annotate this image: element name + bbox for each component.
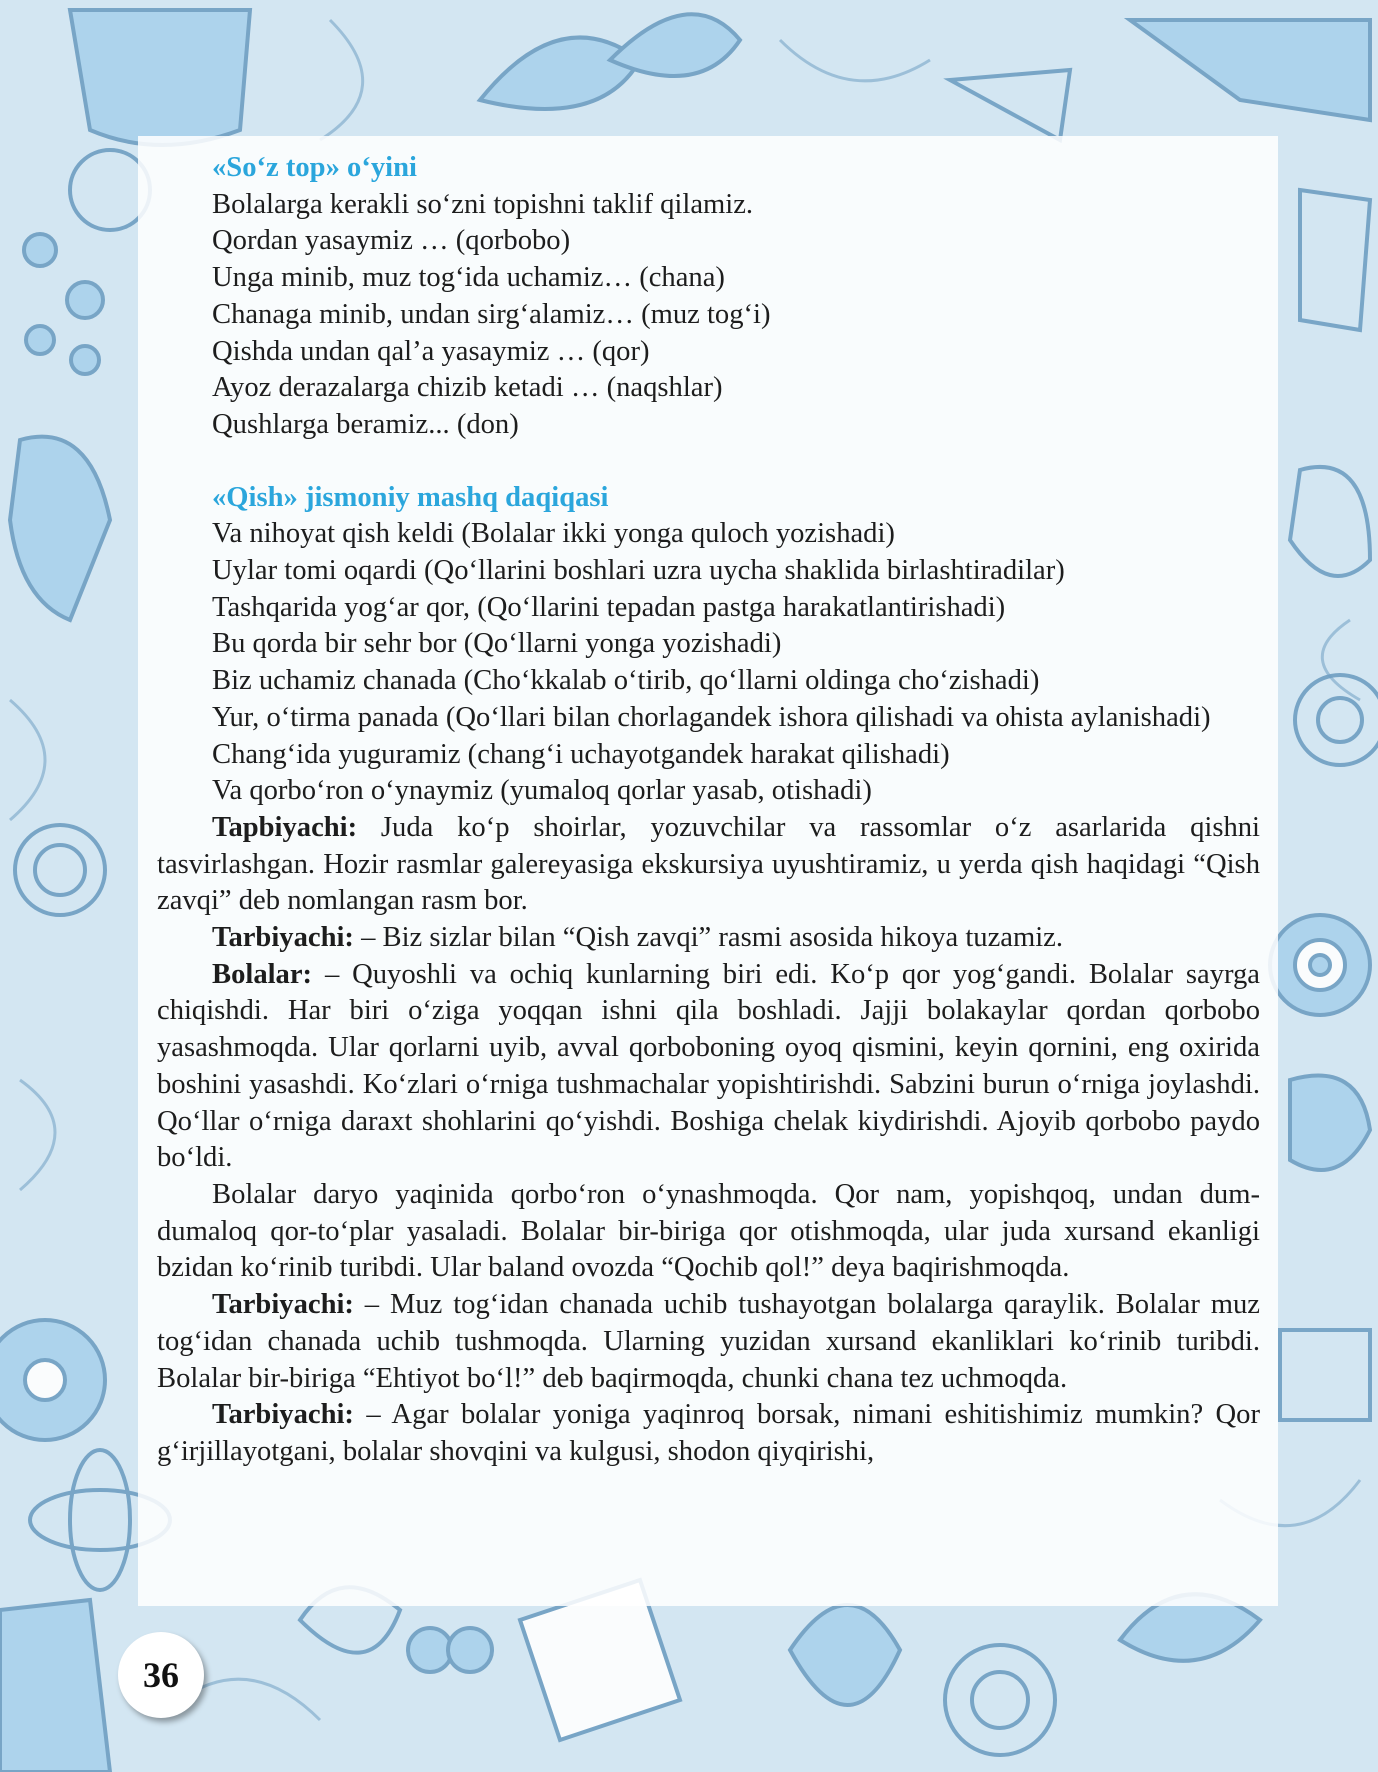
text-line: Qordan yasaymiz … (qorbobo)	[212, 225, 571, 257]
paragraph-text: Juda ko‘p shoirlar, yozuvchilar va rassomlar o‘z asarlarida qishni tasvirlashgan. Hozir rasmlar galereyasiga ekskursiya uyushtiramiz, u yerda qish haqidagi “Qish zavqi” deb nomlangan rasm bor.	[157, 811, 1260, 917]
text-line: Biz uchamiz chanada (Cho‘kkalab o‘tirib, qo‘llarni oldinga cho‘zishadi)	[212, 665, 1040, 697]
paragraph	[157, 1287, 1260, 1397]
flask-doodle	[1130, 20, 1370, 120]
text-line: Chanaga minib, undan sirg‘alamiz… (muz tog‘i)	[212, 298, 771, 330]
speaker-label: Tarbiyachi:	[212, 1399, 354, 1431]
text-line: Uylar tomi oqardi (Qo‘llarini boshlari uzra uycha shaklida birlashtiradilar)	[212, 555, 1065, 587]
text-line: Va qorbo‘ron o‘ynaymiz (yumaloq qorlar yasab, otishadi)	[212, 775, 872, 807]
notebook-doodle	[0, 1600, 110, 1772]
paragraph	[157, 1177, 1260, 1287]
text-line: Yur, o‘tirma panada (Qo‘llari bilan chorlagandek ishora qilishadi va ohista aylanishadi)	[212, 701, 1211, 733]
section-title-qish: «Qish» jismoniy mashq daqiqasi	[212, 481, 609, 513]
text-line: Bu qorda bir sehr bor (Qo‘llarni yonga yozishadi)	[212, 628, 782, 660]
leaf-doodle	[480, 38, 640, 110]
paragraph	[157, 920, 1260, 957]
paragraph-text: – Agar bolalar yoniga yaqinroq borsak, nimani eshitishimiz mumkin? Qor g‘irjillayotgani, bolalar shovqini va kulgusi, shodon qiyqirishi,	[157, 1399, 1260, 1467]
text-line: Qushlarga beramiz... (don)	[212, 408, 519, 440]
molecule-doodle	[24, 234, 56, 266]
page-content	[157, 150, 1260, 1471]
text-line: Tashqarida yog‘ar qor, (Qo‘llarini tepadan pastga harakatlantirishadi)	[212, 591, 1006, 623]
paragraph	[157, 1397, 1260, 1470]
triangle-ruler-doodle	[950, 70, 1070, 140]
text-line: Unga minib, muz tog‘ida uchamiz… (chana)	[212, 262, 725, 294]
text-line: Qishda undan qal’a yasaymiz … (qor)	[212, 335, 650, 367]
paragraph-text: Bolalar daryo yaqinida qorbo‘ron o‘ynashmoqda. Qor nam, yopishqoq, undan dum-dumaloq qor-to‘plar yasaladi. Bolalar bir-biriga qor otishmoqda, ular juda xursand ekanligi bzidan ko‘rinib turibdi. Ular baland ovozda “Qochib qol!” deya baqirishmoqda.	[157, 1178, 1260, 1284]
swirl-doodle	[15, 825, 105, 915]
scroll-doodle	[10, 437, 110, 620]
speaker-label: Tarbiyachi:	[212, 922, 354, 954]
text-line: Chang‘ida yuguramiz (chang‘i uchayotgandek harakat qilishadi)	[212, 738, 950, 770]
speaker-label: Tarbiyachi:	[212, 1289, 354, 1321]
page-number: 36	[118, 1632, 204, 1718]
section-title-soz-top: «So‘z top» o‘yini	[212, 152, 417, 183]
speaker-label: Bolalar:	[212, 958, 313, 990]
paragraph	[157, 957, 1260, 1177]
text-line: Bolalarga kerakli so‘zni topishni taklif qilamiz.	[212, 188, 754, 220]
battery-doodle	[1280, 1330, 1370, 1420]
paragraph-text: – Biz sizlar bilan “Qish zavqi” rasmi asosida hikoya tuzamiz.	[353, 922, 1064, 954]
paragraph-text: – Quyoshli va ochiq kunlarning biri edi. Ko‘p qor yog‘gandi. Bolalar sayrga chiqishdi. Har biri o‘ziga yoqqan ishni qila boshladi. Jajji bolakaylar qordan qorbobo yasashmoqda. Ular qorlarni uyib, avval qorboboning oyoq qismini, keyin qornini, eng oxirida boshini yasashdi. Ko‘zlari o‘rniga tushmachalar yopishtirishdi. Sabzini burun o‘rniga joylashdi. Qo‘llar o‘rniga daraxt shohlarini qo‘yishdi. Boshiga chelak kiydirishdi. Ajoyib qorbobo paydo bo‘ldi.	[157, 958, 1260, 1174]
text-line: Va nihoyat qish keldi (Bolalar ikki yonga quloch yozishadi)	[212, 518, 895, 550]
text-line: Ayoz derazalarga chizib ketadi … (naqshlar)	[212, 372, 723, 404]
beaker-doodle	[70, 10, 250, 145]
speaker-label: Tapbiyachi:	[212, 811, 358, 843]
paragraph	[157, 810, 1260, 920]
glasses-doodle	[1300, 190, 1370, 330]
blob-doodle	[1290, 1076, 1370, 1170]
paragraph-text: – Muz tog‘idan chanada uchib tushayotgan bolalarga qaraylik. Bolalar muz tog‘idan chanada uchib tushmoqda. Ularning yuzidan xursand ekanliklari ko‘rinib turibdi. Bolalar bir-biriga “Ehtiyot bo‘l!” deb baqirmoqda, chunki chana tez uchmoqda.	[157, 1289, 1260, 1394]
